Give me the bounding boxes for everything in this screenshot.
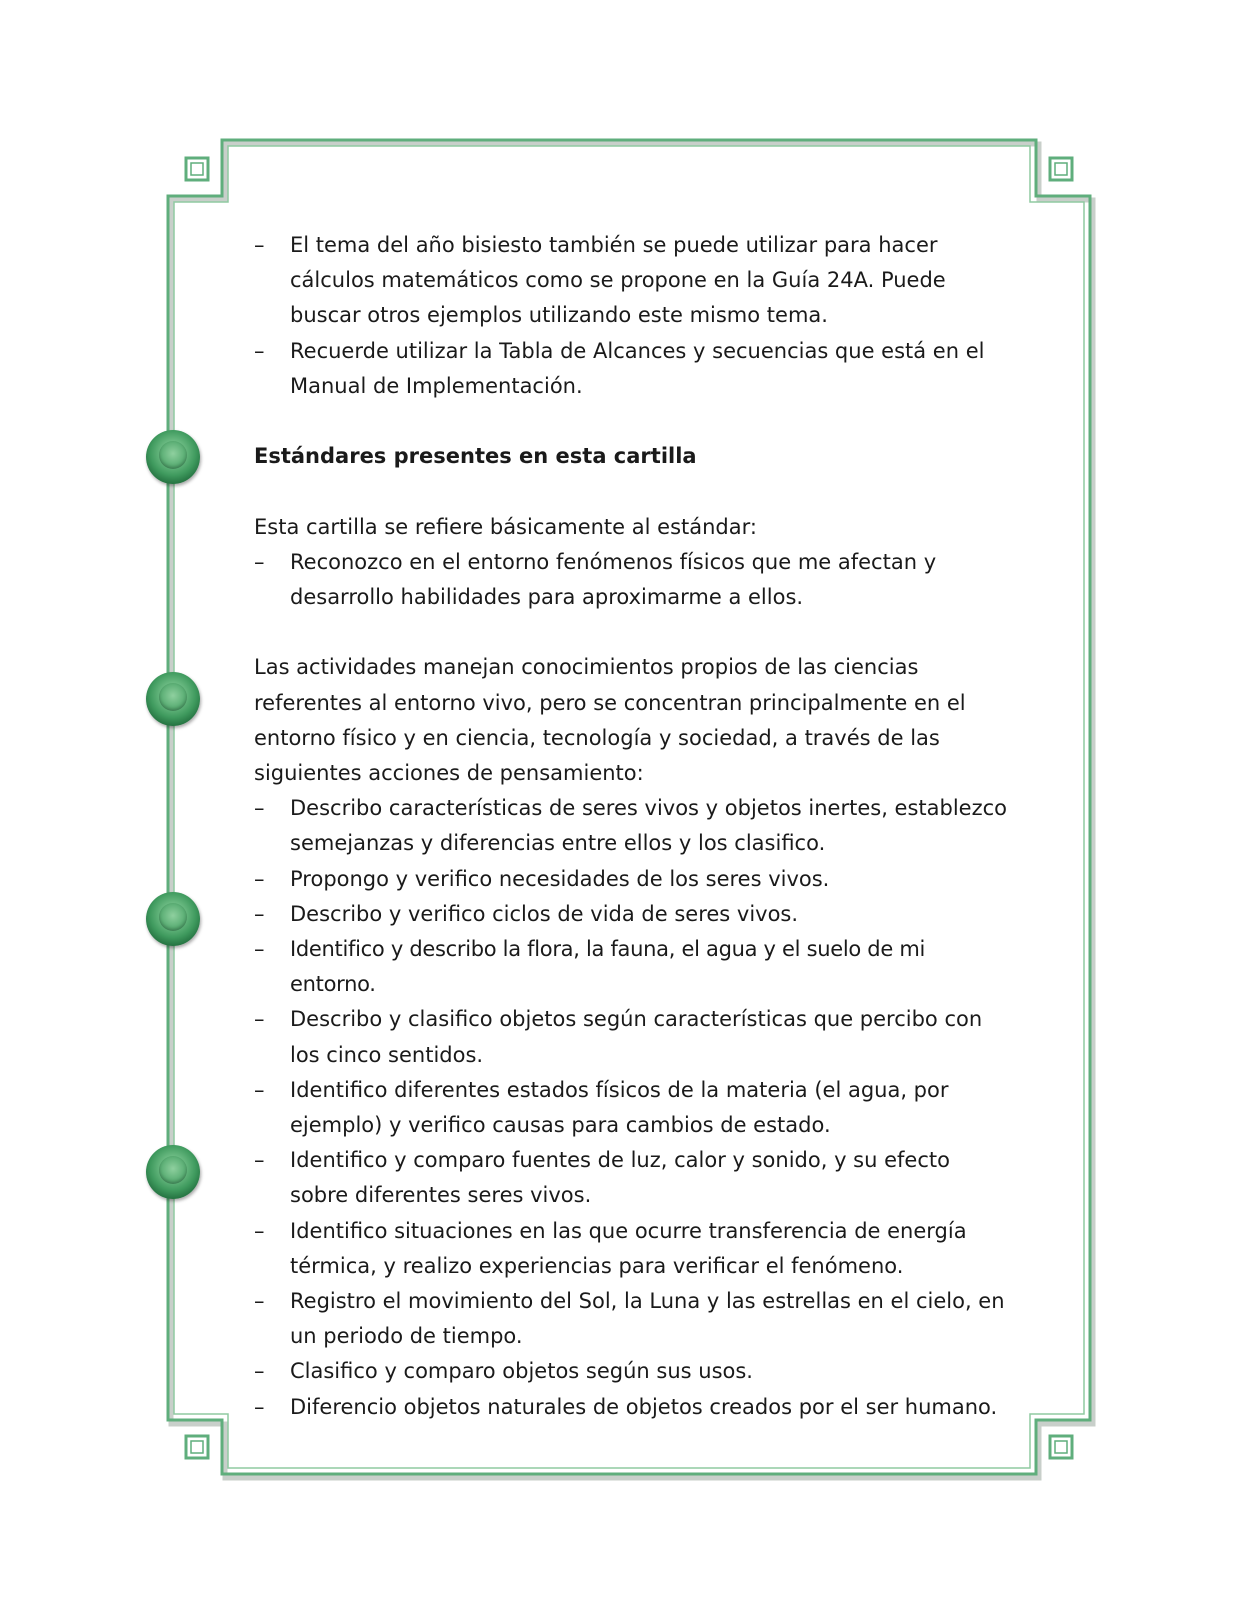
list-item (254, 334, 1014, 404)
dash-bullet: – (254, 1359, 265, 1384)
list-item-text: Identifico situaciones en las que ocurre transferencia de energía térmica, y realizo experiencias para verificar el fenómeno. (290, 1218, 967, 1278)
list-item-text: Diferencio objetos naturales de objetos creados por el ser humano. (290, 1394, 998, 1419)
green-bullet-knob-2 (146, 672, 200, 726)
list-item-text: Recuerde utilizar la Tabla de Alcances y secuencias que está en el Manual de Implementación. (290, 338, 985, 398)
dash-bullet: – (254, 937, 265, 962)
list-item-text: Identifico diferentes estados físicos de la materia (el agua, por ejemplo) y verifico causas para cambios de estado. (290, 1077, 949, 1138)
list-item (254, 1073, 1014, 1143)
document-body (254, 228, 1014, 1425)
list-item (254, 862, 1014, 897)
dash-bullet: – (254, 901, 265, 926)
dash-bullet: – (254, 1148, 265, 1173)
intro-text: Esta cartilla se refiere básicamente al estándar: (254, 514, 757, 539)
dash-bullet: – (254, 1289, 265, 1314)
dash-bullet: – (254, 549, 265, 574)
activities-paragraph: Las actividades manejan conocimientos propios de las ciencias referentes al entorno vivo, pero se concentran principalmente en el entorno físico y en ciencia, tecnología y sociedad, a través de las siguientes acciones de pensamiento: (254, 655, 966, 785)
dash-bullet: – (254, 1077, 265, 1102)
green-bullet-knob-4 (146, 1145, 200, 1199)
green-bullet-knob-1 (146, 430, 200, 484)
list-item (254, 1390, 1014, 1425)
list-item (254, 1354, 1014, 1389)
list-item (254, 1143, 1014, 1213)
dash-bullet: – (254, 796, 265, 821)
dash-bullet: – (254, 1394, 265, 1419)
list-item-text: Propongo y verifico necesidades de los seres vivos. (290, 866, 830, 891)
list-item (254, 1284, 1014, 1354)
green-bullet-knob-3 (146, 892, 200, 946)
list-item (254, 932, 1014, 1002)
list-item-text: Clasifico y comparo objetos según sus usos. (290, 1359, 753, 1384)
list-item-text: Identifico y comparo fuentes de luz, calor y sonido, y su efecto sobre diferentes seres vivos. (290, 1148, 950, 1208)
list-item (254, 228, 1014, 334)
list-item (254, 791, 1014, 861)
list-item-text: Identifico y describo la flora, la fauna, el agua y el suelo de mi entorno. (290, 937, 926, 997)
list-item (254, 897, 1014, 932)
list-item-text: Reconozco en el entorno fenómenos físicos que me afectan y desarrollo habilidades para aproximarme a ellos. (290, 549, 937, 609)
list-item (254, 545, 1014, 615)
dash-bullet: – (254, 1007, 265, 1032)
list-item-text: Describo y verifico ciclos de vida de seres vivos. (290, 901, 799, 926)
dash-bullet: – (254, 866, 265, 891)
section-heading: Estándares presentes en esta cartilla (254, 444, 697, 469)
dash-bullet: – (254, 233, 265, 257)
dash-bullet: – (254, 338, 265, 363)
dash-bullet: – (254, 1218, 265, 1243)
list-item-text: El tema del año bisiesto también se puede utilizar para hacer cálculos matemáticos como se propone en la Guía 24A. Puede buscar otros ejemplos utilizando este mismo tema. (290, 233, 946, 328)
list-item (254, 1002, 1014, 1072)
list-item-text: Registro el movimiento del Sol, la Luna y las estrellas en el cielo, en un periodo de tiempo. (290, 1289, 1005, 1349)
list-item-text: Describo y clasifico objetos según características que percibo con los cinco sentidos. (290, 1007, 983, 1067)
list-item-text: Describo características de seres vivos y objetos inertes, establezco semejanzas y diferencias entre ellos y los clasifico. (290, 796, 1008, 856)
list-item (254, 1214, 1014, 1284)
